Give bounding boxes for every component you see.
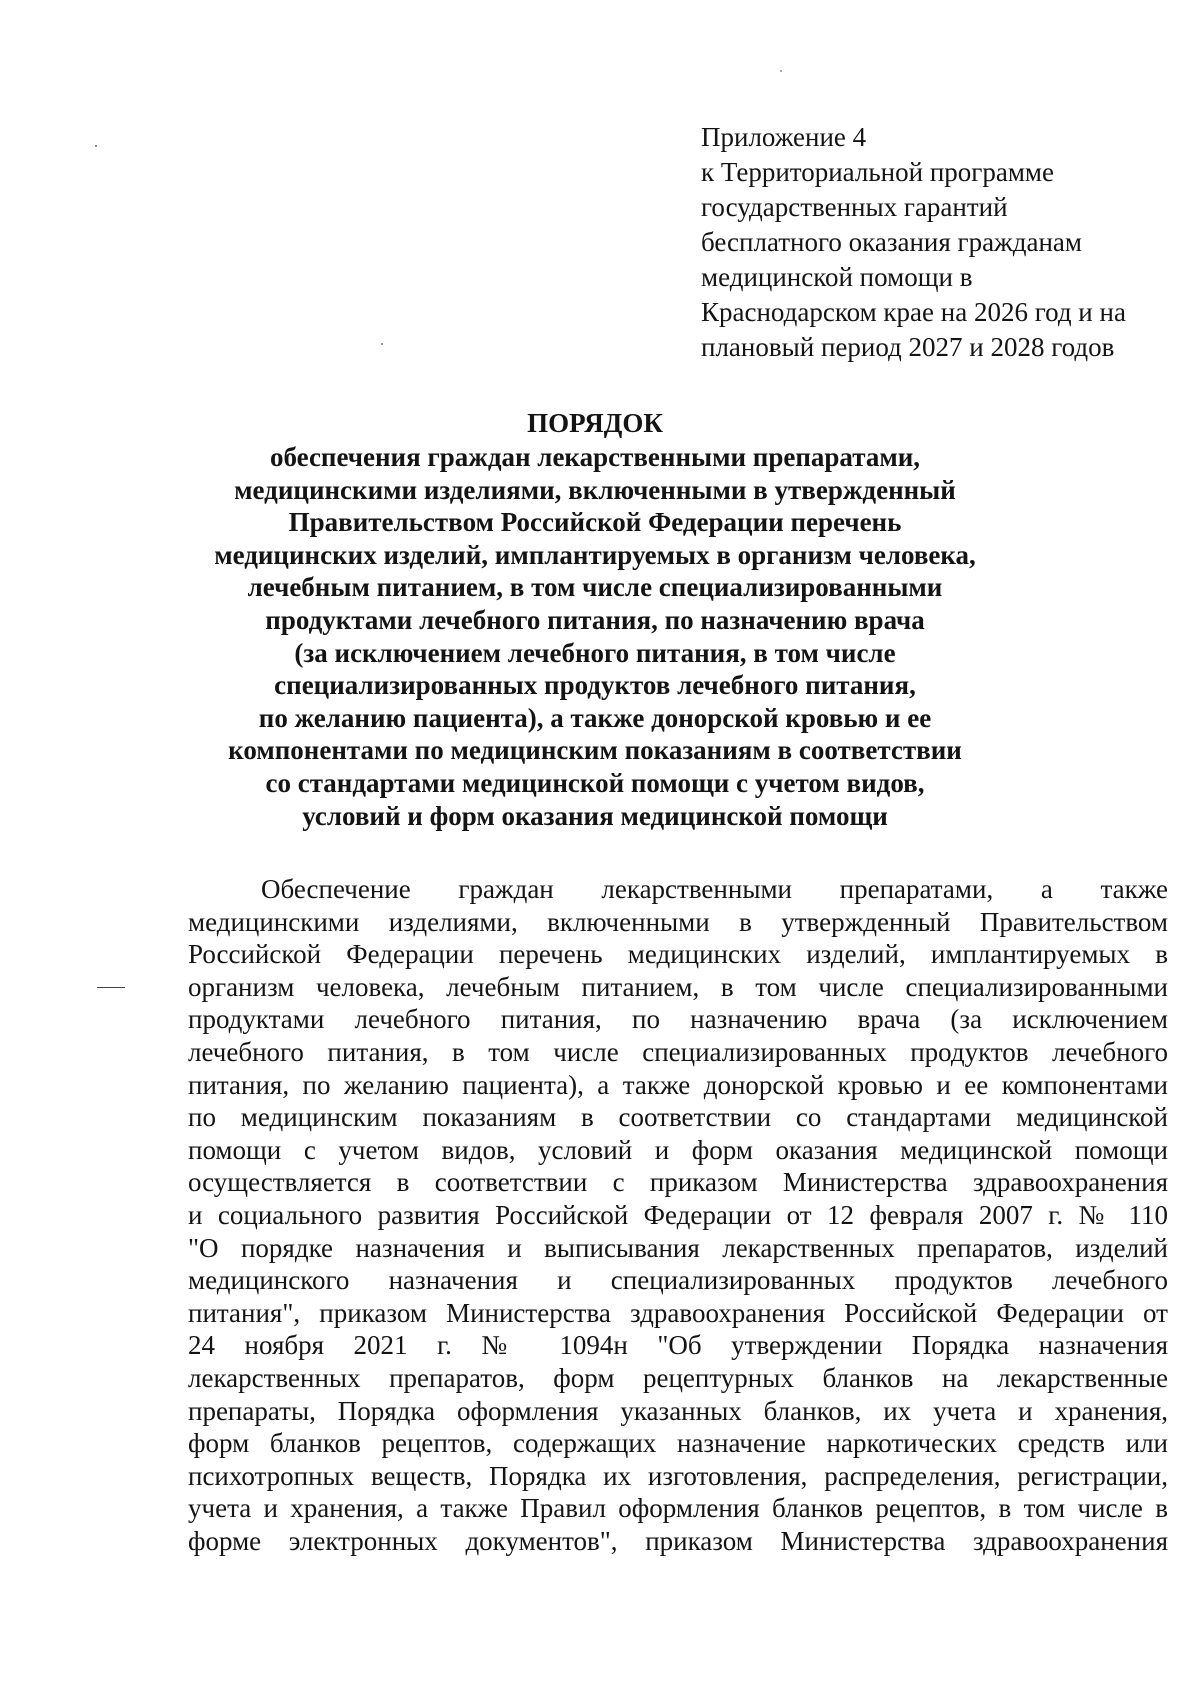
body-line: питания", приказом Министерства здравоохранения Российской Федерации от	[188, 1297, 1168, 1328]
appendix-line: медицинской помощи в	[701, 262, 973, 292]
title-line: лечебным питанием, в том числе специализированными	[247, 572, 943, 603]
appendix-line: государственных гарантий	[701, 192, 1008, 222]
appendix-line: плановый период 2027 и 2028 годов	[701, 332, 1115, 362]
body-line: продуктами лечебного питания, по назначению врача (за исключением	[188, 1004, 1168, 1035]
body-line: питания, по желанию пациента), а также донорской кровью и ее компонентами	[188, 1069, 1168, 1100]
body-line: препараты, Порядка оформления указанных бланков, их учета и хранения,	[188, 1395, 1168, 1426]
body-line: лекарственных препаратов, форм рецептурных бланков на лекарственные	[188, 1362, 1168, 1393]
body-line: медицинского назначения и специализированных продуктов лечебного	[188, 1265, 1168, 1296]
title-line: (за исключением лечебного питания, в том числе	[294, 637, 896, 668]
body-line: "О порядке назначения и выписывания лекарственных препаратов, изделий	[188, 1232, 1168, 1263]
body-line: помощи с учетом видов, условий и форм оказания медицинской помощи	[188, 1134, 1168, 1165]
body-line: форм бланков рецептов, содержащих назначение наркотических средств или	[188, 1428, 1168, 1459]
body-line: организм человека, лечебным питанием, в том числе специализированными	[188, 971, 1168, 1002]
title-line: компонентами по медицинским показаниям в соответствии	[228, 735, 962, 766]
body-line: и социального развития Российской Федерации от 12 февраля 2007 г. № 110	[188, 1199, 1168, 1230]
appendix-line: Краснодарском крае на 2026 год и на	[701, 297, 1126, 327]
appendix-line: бесплатного оказания гражданам	[701, 227, 1082, 257]
appendix-line: к Территориальной программе	[701, 157, 1054, 187]
scan-mark	[97, 987, 125, 988]
body-paragraph	[188, 873, 1168, 1557]
body-line: учета и хранения, а также Правил оформления бланков рецептов, в том числе в	[188, 1493, 1168, 1524]
title-line: медицинскими изделиями, включенными в утвержденный	[234, 474, 956, 505]
body-line: Обеспечение граждан лекарственными препаратами, а также	[261, 874, 1168, 904]
title-line: обеспечения граждан лекарственными препаратами,	[269, 442, 921, 472]
body-line: по медицинским показаниям в соответствии со стандартами медицинской	[188, 1102, 1168, 1133]
scan-speck	[381, 343, 383, 345]
body-line: осуществляется в соответствии с приказом Министерства здравоохранения	[188, 1167, 1168, 1198]
body-line: 24 ноября 2021 г. № 1094н "Об утверждении Порядка назначения	[188, 1330, 1168, 1361]
title-line: медицинских изделий, имплантируемых в организм человека,	[214, 539, 976, 570]
title-line: Правительством Российской Федерации перечень	[288, 507, 902, 538]
title-line: специализированных продуктов лечебного питания,	[274, 670, 916, 701]
body-line: лечебного питания, в том числе специализированных продуктов лечебного	[188, 1036, 1168, 1067]
scan-speck	[780, 70, 782, 72]
body-line: психотропных веществ, Порядка их изготовления, распределения, регистрации,	[188, 1460, 1168, 1491]
scan-speck	[95, 145, 97, 147]
body-line: форме электронных документов", приказом Министерства здравоохранения	[188, 1525, 1168, 1556]
title-line: по желанию пациента), а также донорской кровью и ее	[258, 702, 932, 733]
body-line: медицинскими изделиями, включенными в утвержденный Правительством	[188, 906, 1168, 937]
title-line: со стандартами медицинской помощи с учетом видов,	[265, 767, 925, 798]
appendix-line: Приложение 4	[701, 122, 867, 152]
title-line: условий и форм оказания медицинской помощи	[302, 800, 888, 831]
appendix-header	[701, 120, 1161, 365]
document-title	[150, 405, 1040, 832]
body-line: Российской Федерации перечень медицинских изделий, имплантируемых в	[188, 939, 1168, 970]
title-heading: ПОРЯДОК	[527, 408, 663, 438]
title-line: продуктами лечебного питания, по назначению врача	[265, 604, 925, 635]
